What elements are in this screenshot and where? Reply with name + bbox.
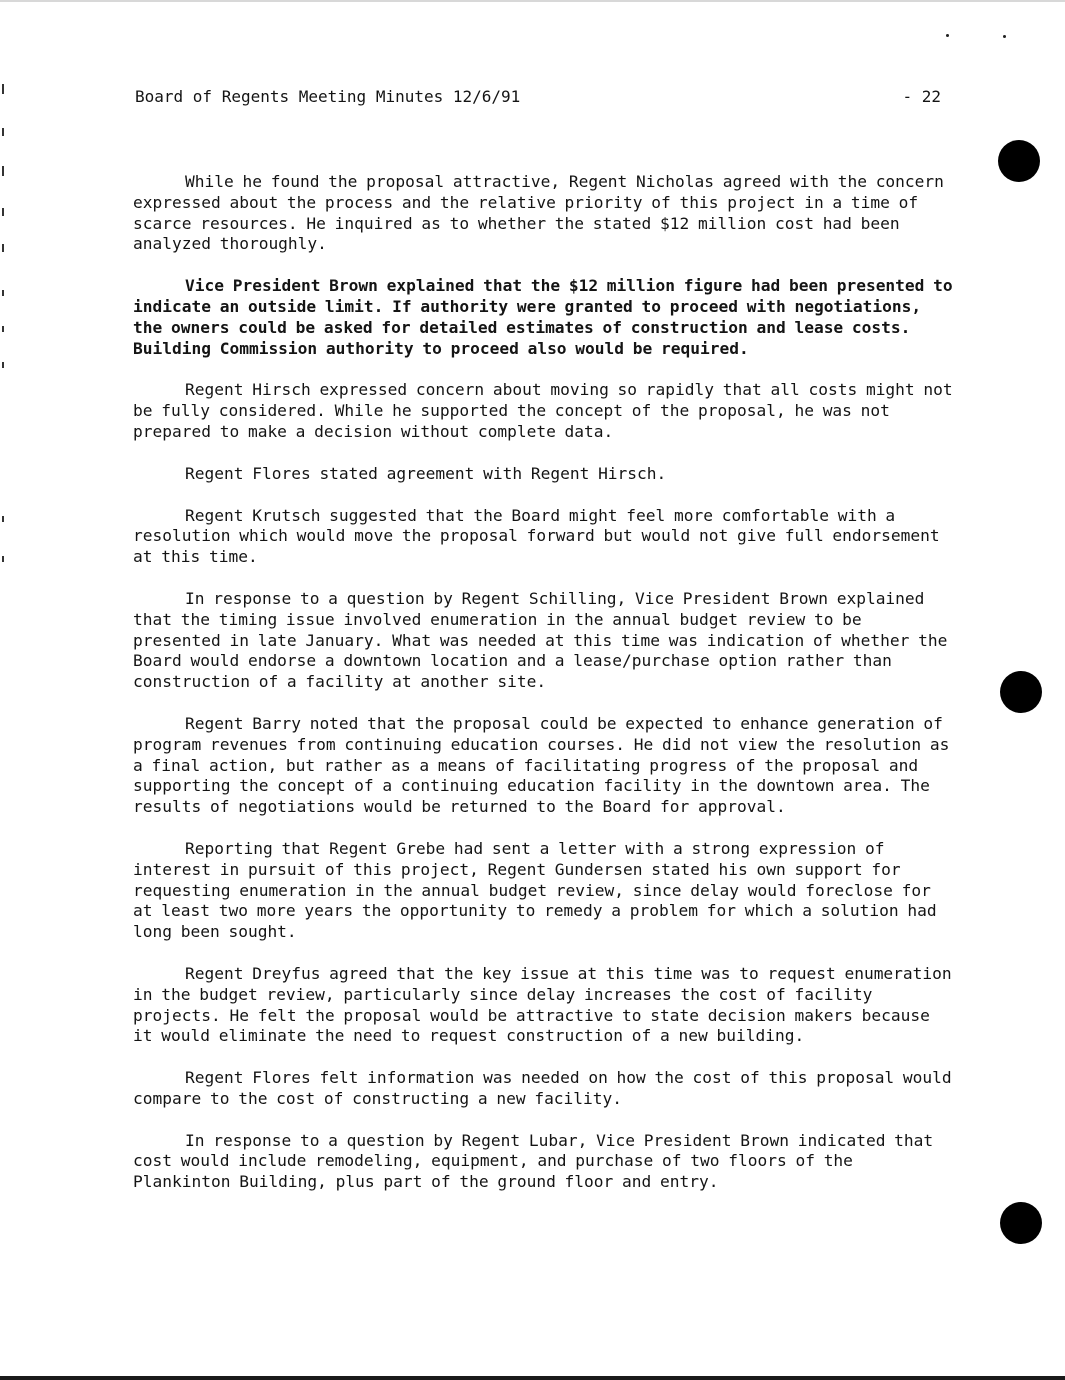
page-number: - 22 — [902, 87, 941, 106]
margin-mark — [2, 208, 4, 216]
margin-mark — [2, 244, 4, 252]
binder-hole — [1000, 1202, 1042, 1244]
paragraph: Regent Hirsch expressed concern about moving so rapidly that all costs might not be fully considered. While he supported the concept of the proposal, he was not prepared to make a decision without complete data. — [133, 380, 953, 441]
margin-mark — [2, 166, 4, 176]
speck — [946, 34, 949, 37]
margin-mark — [2, 326, 4, 332]
speck — [1003, 35, 1006, 38]
bottom-edge-line — [0, 1376, 1065, 1380]
paragraph: Reporting that Regent Grebe had sent a letter with a strong expression of interest in pursuit of this project, Regent Gundersen stated his own support for requesting enumeration in the annual budget review, since delay would foreclose for at least two more years the opportunity to remedy a problem for which a solution had long been sought. — [133, 838, 937, 942]
margin-mark — [2, 556, 4, 562]
paragraph: Regent Flores stated agreement with Regent Hirsch. — [185, 463, 667, 483]
paragraph: In response to a question by Regent Lubar, Vice President Brown indicated that cost would include remodeling, equipment, and purchase of two floors of the Plankinton Building, plus part of the ground floor and entry. — [133, 1130, 934, 1192]
paragraph: While he found the proposal attractive, Regent Nicholas agreed with the concern expressed about the process and the relative priority of this project in a time of scarce resources. He inquired as to whether the stated $12 million cost had been analyzed thoroughly. — [133, 172, 944, 254]
paragraph: In response to a question by Regent Schilling, Vice President Brown explained that the timing issue involved enumeration in the annual budget review to be presented in late January. What was needed at this time was indication of whether the Board would endorse a downtown location and a lease/purchase option rather than construction of a facility at another site. — [133, 588, 948, 692]
margin-mark — [2, 84, 4, 94]
binder-hole — [1000, 671, 1042, 713]
paragraph: Regent Dreyfus agreed that the key issue at this time was to request enumeration in the budget review, particularly since delay increases the cost of facility projects. He felt the proposal would be attractive to state decision makers because it would eliminate the need to request construction of a new building. — [133, 963, 952, 1046]
binder-hole — [998, 140, 1040, 182]
paragraph: Regent Flores felt information was needed on how the cost of this proposal would compare to the cost of constructing a new facility. — [133, 1068, 952, 1108]
margin-mark — [2, 362, 4, 368]
margin-mark — [2, 516, 4, 522]
margin-mark — [2, 128, 4, 136]
paragraph: Regent Krutsch suggested that the Board might feel more comfortable with a resolution which would move the proposal forward but would not give full endorsement at this time. — [133, 505, 940, 567]
margin-mark — [2, 290, 4, 296]
paragraph: Vice President Brown explained that the $12 million figure had been presented to indicate an outside limit. If authority were granted to proceed with negotiations, the owners could be asked for detailed estimates of construction and lease costs. Building Commission authority to proceed also would be required. — [133, 276, 953, 358]
header-title: Board of Regents Meeting Minutes 12/6/91 — [135, 87, 521, 106]
paragraph: Regent Barry noted that the proposal could be expected to enhance generation of program revenues from continuing education courses. He did not view the resolution as a final action, but rather as a means of facilitating progress of the proposal and supporting the concept of a continuing education facility in the downtown area. The results of negotiations would be returned to the Board for approval. — [133, 713, 950, 817]
top-edge-line — [0, 0, 1065, 2]
minutes-body — [133, 172, 958, 1214]
